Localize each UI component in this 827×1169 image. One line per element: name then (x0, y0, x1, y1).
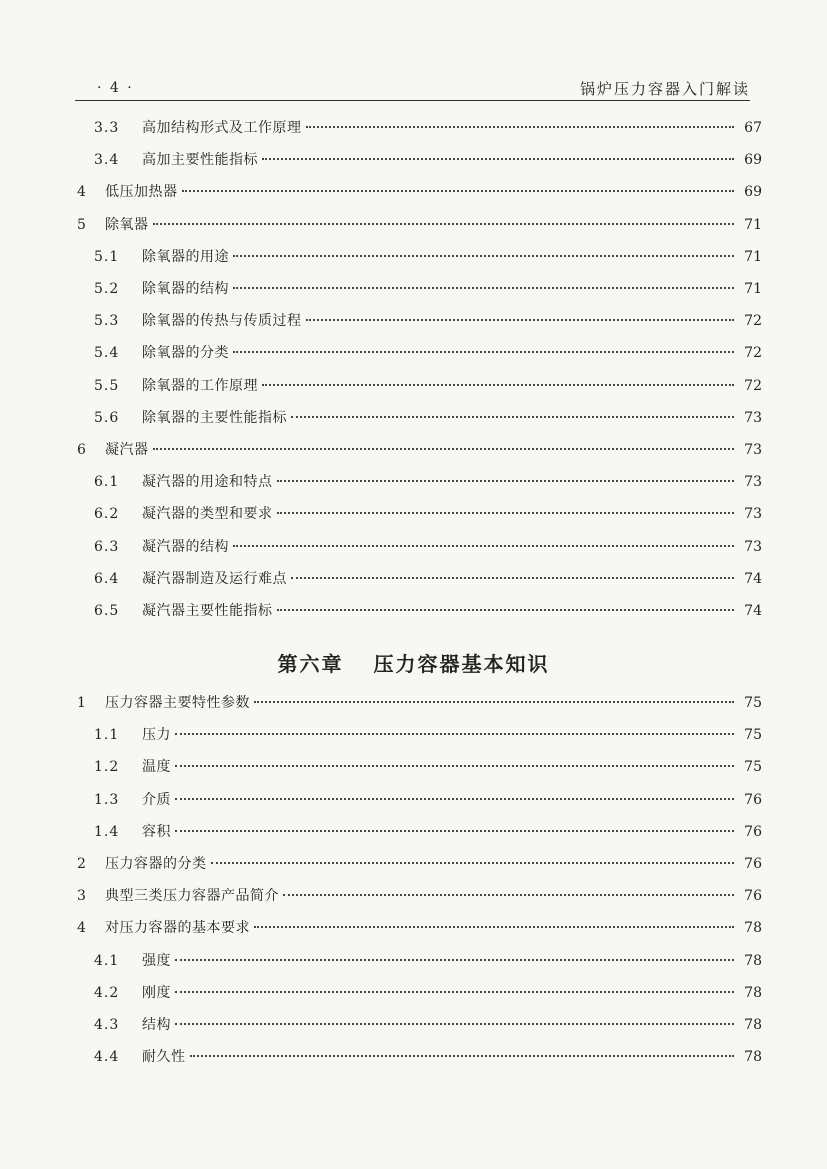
toc-entry[interactable] (72, 917, 762, 939)
toc-entry-number: 5.2 (94, 281, 120, 297)
toc-entry-number: 5.5 (94, 377, 120, 394)
toc-entry[interactable] (72, 692, 762, 714)
page-number: · 4 · (97, 80, 134, 96)
toc-entry-title: 压力 (142, 727, 171, 744)
toc-entry-title: 凝汽器的用途和特点 (142, 474, 273, 491)
toc-entry-title: 刚度 (142, 984, 171, 1001)
toc-entry[interactable] (72, 950, 762, 972)
toc-entry-page: 69 (744, 152, 762, 169)
toc-entry[interactable] (72, 568, 762, 590)
toc-entry-title: 压力容器的分类 (105, 856, 207, 872)
toc-entry-number: 6.1 (94, 474, 120, 491)
toc-dot-leader (153, 223, 735, 225)
toc-entry-number: 5.3 (94, 313, 120, 330)
toc-dot-leader (211, 862, 735, 864)
toc-dot-leader (254, 926, 734, 928)
toc-dot-leader (153, 448, 735, 450)
toc-entry[interactable] (72, 439, 762, 461)
toc-entry-page: 71 (744, 216, 762, 233)
toc-dot-leader (175, 765, 734, 767)
toc-entry-title: 典型三类压力容器产品简介 (105, 888, 279, 905)
toc-entry-title: 对压力容器的基本要求 (105, 920, 250, 937)
toc-entry-number: 1.2 (94, 759, 120, 776)
toc-dot-leader (175, 1023, 734, 1025)
toc-dot-leader (233, 351, 734, 353)
toc-entry-number: 6.4 (94, 570, 120, 587)
toc-entry-title: 除氧器的主要性能指标 (142, 409, 287, 426)
chapter-heading (0, 648, 827, 677)
toc-entry-number: 3.3 (94, 120, 120, 136)
toc-entry-title: 凝汽器主要性能指标 (142, 603, 273, 619)
toc-entry-page: 73 (744, 474, 762, 491)
toc-dot-leader (277, 512, 735, 514)
toc-entry[interactable] (72, 536, 762, 558)
toc-entry-page: 75 (744, 727, 762, 744)
toc-dot-leader (262, 384, 734, 386)
toc-entry-page: 75 (744, 695, 762, 711)
toc-dot-leader (283, 894, 734, 896)
toc-entry-number: 5.1 (94, 248, 120, 265)
toc-entry[interactable] (72, 278, 762, 300)
toc-dot-leader (190, 1055, 735, 1057)
toc-entry-number: 4.4 (94, 1049, 120, 1066)
toc-entry-number: 4.1 (94, 952, 120, 969)
toc-dot-leader (306, 319, 735, 321)
toc-entry[interactable] (72, 821, 762, 843)
toc-entry-title: 除氧器的传热与传质过程 (142, 313, 302, 330)
toc-dot-leader (306, 126, 735, 128)
toc-entry-page: 72 (744, 313, 762, 330)
toc-entry-page: 67 (744, 120, 762, 136)
toc-entry[interactable] (72, 471, 762, 493)
toc-entry-title: 除氧器的分类 (142, 345, 229, 362)
toc-entry-page: 71 (744, 248, 762, 265)
toc-entry[interactable] (72, 600, 762, 622)
toc-entry-title: 高加结构形式及工作原理 (142, 120, 302, 136)
toc-entry-number: 5 (77, 216, 86, 233)
toc-entry-number: 4 (77, 920, 86, 937)
toc-entry-page: 75 (744, 759, 762, 776)
toc-dot-leader (254, 701, 734, 703)
toc-dot-leader (182, 190, 735, 192)
toc-dot-leader (233, 545, 734, 547)
toc-entry-page: 73 (744, 442, 762, 458)
toc-entry-number: 1.4 (94, 823, 120, 840)
toc-entry-page: 76 (744, 791, 762, 808)
toc-entry-number: 3 (77, 888, 86, 905)
toc-entry-page: 78 (744, 1049, 762, 1066)
toc-entry[interactable] (72, 375, 762, 397)
toc-entry[interactable] (72, 724, 762, 746)
toc-dot-leader (233, 287, 734, 289)
toc-entry[interactable] (72, 1046, 762, 1068)
toc-entry[interactable] (72, 1014, 762, 1036)
toc-entry[interactable] (72, 117, 762, 139)
toc-dot-leader (175, 959, 734, 961)
toc-entry-number: 6.3 (94, 538, 120, 555)
toc-entry-number: 1.1 (94, 727, 120, 744)
toc-entry-page: 76 (744, 823, 762, 840)
chapter-label: 第六章 (277, 652, 344, 676)
page-header (75, 70, 750, 100)
toc-dot-leader (277, 480, 735, 482)
toc-entry-title: 高加主要性能指标 (142, 152, 258, 169)
toc-entry[interactable] (72, 756, 762, 778)
toc-entry-title: 除氧器的结构 (142, 281, 229, 297)
toc-dot-leader (233, 255, 734, 257)
toc-entry-number: 2 (77, 856, 86, 872)
toc-dot-leader (291, 577, 734, 579)
toc-entry-title: 除氧器的用途 (142, 248, 229, 265)
toc-entry[interactable] (72, 342, 762, 364)
toc-entry-number: 5.6 (94, 409, 120, 426)
header-rule (75, 100, 750, 101)
toc-entry-number: 1.3 (94, 791, 120, 808)
toc-entry-title: 压力容器主要特性参数 (105, 695, 250, 711)
toc-entry-page: 73 (744, 409, 762, 426)
toc-dot-leader (291, 416, 734, 418)
toc-entry-number: 4.2 (94, 984, 120, 1001)
toc-entry-title: 凝汽器的类型和要求 (142, 506, 273, 523)
toc-entry[interactable] (72, 853, 762, 875)
toc-entry[interactable] (72, 789, 762, 811)
toc-entry-page: 73 (744, 538, 762, 555)
toc-entry-page: 73 (744, 506, 762, 523)
toc-dot-leader (175, 830, 734, 832)
toc-entry-title: 除氧器 (105, 216, 149, 233)
toc-entry[interactable] (72, 214, 762, 236)
toc-entry-page: 76 (744, 888, 762, 905)
toc-entry-page: 69 (744, 184, 762, 201)
toc-entry-number: 1 (77, 695, 86, 711)
toc-entry[interactable] (72, 181, 762, 203)
toc-entry-page: 78 (744, 1017, 762, 1033)
toc-entry-title: 凝汽器的结构 (142, 538, 229, 555)
toc-entry-page: 72 (744, 377, 762, 394)
toc-entry-number: 4 (77, 184, 86, 201)
toc-entry[interactable] (72, 503, 762, 525)
toc-entry-page: 76 (744, 856, 762, 872)
toc-entry-page: 74 (744, 603, 762, 619)
toc-entry-number: 3.4 (94, 152, 120, 169)
toc-entry-number: 5.4 (94, 345, 120, 362)
toc-entry-page: 78 (744, 984, 762, 1001)
toc-entry-title: 容积 (142, 823, 171, 840)
toc-entry-title: 除氧器的工作原理 (142, 377, 258, 394)
toc-entry-title: 凝汽器 (105, 442, 149, 458)
toc-entry[interactable] (72, 149, 762, 171)
toc-entry[interactable] (72, 407, 762, 429)
toc-entry[interactable] (72, 885, 762, 907)
toc-entry-number: 6.2 (94, 506, 120, 523)
toc-entry-number: 6 (77, 442, 86, 458)
toc-entry-title: 耐久性 (142, 1049, 186, 1066)
toc-dot-leader (175, 991, 734, 993)
toc-entry-page: 74 (744, 570, 762, 587)
toc-entry[interactable] (72, 982, 762, 1004)
toc-entry-title: 温度 (142, 759, 171, 776)
chapter-title: 压力容器基本知识 (373, 652, 550, 676)
toc-entry-title: 介质 (142, 791, 171, 808)
toc-entry[interactable] (72, 246, 762, 268)
toc-entry-title: 低压加热器 (105, 184, 178, 201)
toc-dot-leader (277, 609, 735, 611)
book-title: 锅炉压力容器入门解读 (579, 80, 750, 98)
toc-entry-number: 4.3 (94, 1017, 120, 1033)
toc-dot-leader (175, 733, 734, 735)
toc-entry-page: 72 (744, 345, 762, 362)
toc-entry-page: 78 (744, 920, 762, 937)
toc-entry-title: 结构 (142, 1017, 171, 1033)
toc-dot-leader (262, 158, 734, 160)
toc-entry-title: 强度 (142, 952, 171, 969)
toc-dot-leader (175, 798, 734, 800)
toc-entry-page: 71 (744, 281, 762, 297)
toc-entry-page: 78 (744, 952, 762, 969)
toc-entry[interactable] (72, 310, 762, 332)
toc-entry-number: 6.5 (94, 603, 120, 619)
toc-entry-title: 凝汽器制造及运行难点 (142, 570, 287, 587)
